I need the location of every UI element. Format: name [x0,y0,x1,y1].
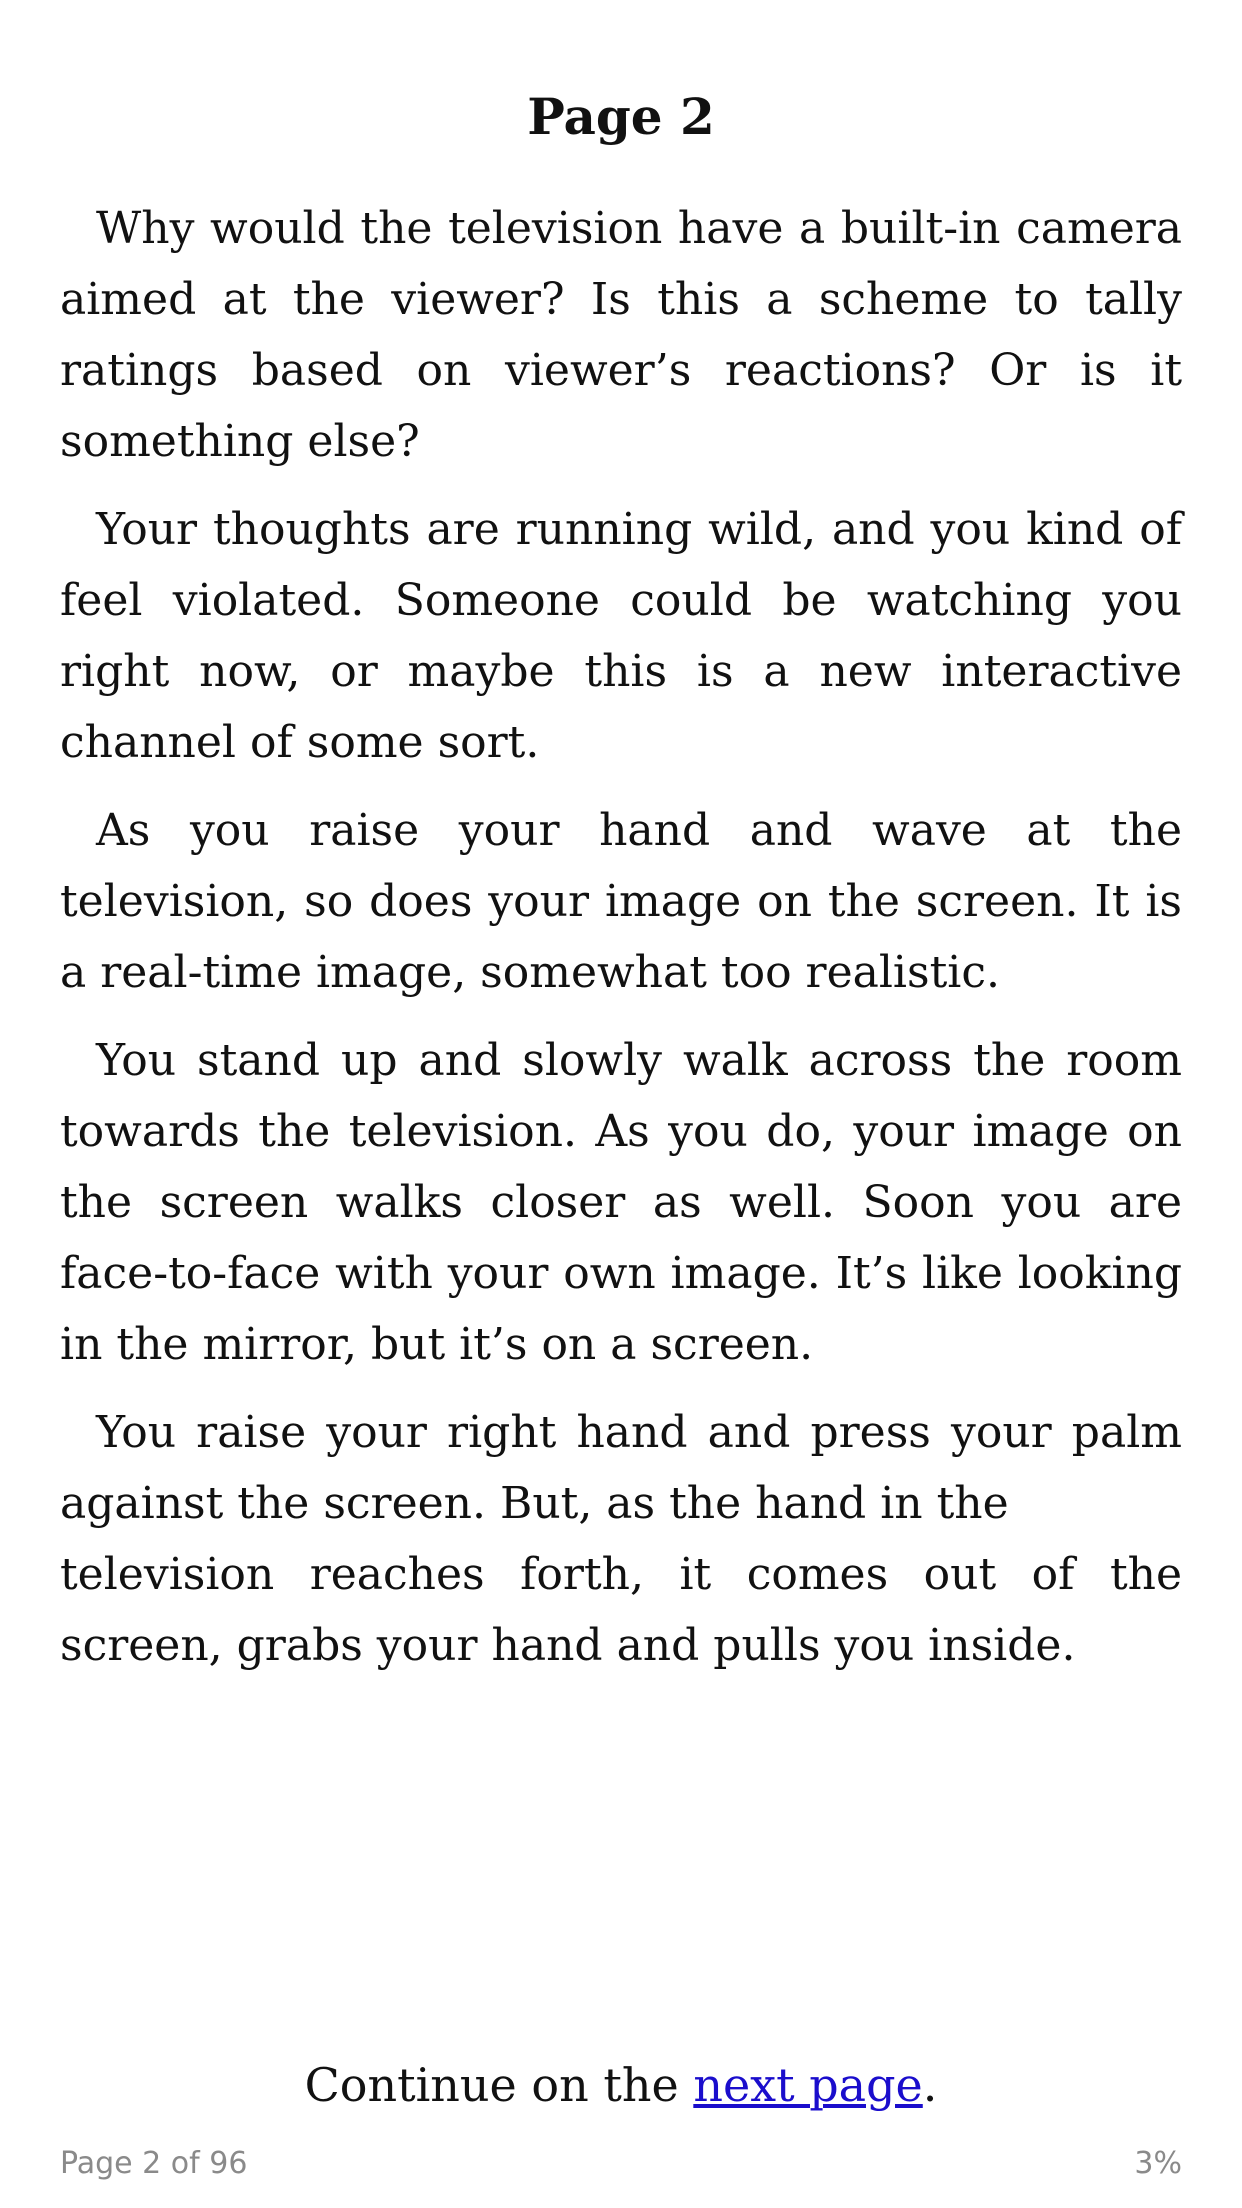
continue-prefix: Continue on the [304,2058,694,2112]
story-text [60,193,1182,1698]
page-title: Page 2 [527,87,715,146]
page-position: Page 2 of 96 [60,2146,248,2181]
paragraph-5 [60,1397,1182,1681]
next-page-link[interactable]: next page [693,2058,923,2112]
paragraph-5-part-1: You raise your right hand and press your palm against the screen. But, as the hand in the [60,1407,1182,1529]
continue-line [60,2050,1182,2120]
reading-progress: 3% [1134,2146,1182,2181]
continue-suffix: . [922,2058,938,2112]
paragraph-5-part-2: television reaches forth, it comes out of the screen, grabs your hand and pulls you inside. [60,1549,1182,1671]
paragraph-4: You stand up and slowly walk across the room towards the television. As you do, your image on the screen walks closer as well. Soon you are face-to-face with your own image. It’s like looking in the mirror, but it’s on a screen. [60,1035,1182,1370]
paragraph-2: Your thoughts are running wild, and you kind of feel violated. Someone could be watching you right now, or maybe this is a new interactive channel of some sort. [60,504,1182,768]
paragraph-3: As you raise your hand and wave at the television, so does your image on the screen. It is a real-time image, somewhat too realistic. [60,805,1182,998]
paragraph-1: Why would the television have a built-in camera aimed at the viewer? Is this a scheme to tally ratings based on viewer’s reactions? Or is it something else? [60,203,1182,467]
reader-footer [60,2146,1182,2190]
